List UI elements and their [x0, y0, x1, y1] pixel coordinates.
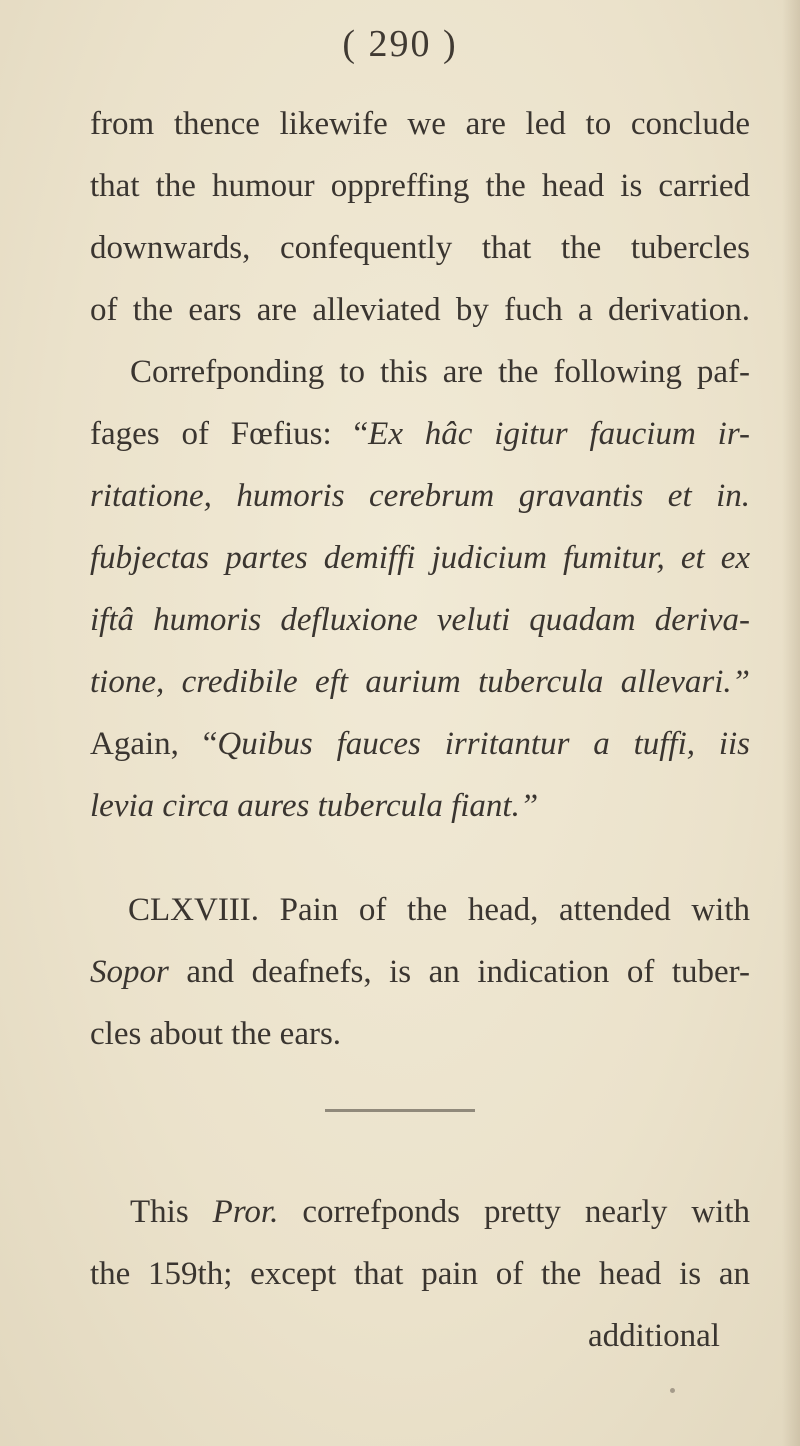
- text-line-11: [90, 724, 750, 764]
- text-segment: Again, “: [90, 726, 218, 762]
- text-line-6: [90, 414, 750, 454]
- text-line-8: fubjectas partes demiffi judicium fumitur, et ex: [90, 540, 750, 576]
- text-line-15: cles about the ears.: [90, 1016, 342, 1052]
- paper-speck: [670, 1388, 675, 1393]
- text-line-3: downwards, confequently that the tubercles: [90, 230, 750, 266]
- text-segment: This: [130, 1194, 189, 1230]
- italic-term: Sopor: [90, 954, 169, 990]
- latin-quote: Quibus fauces irritantur a tuffi, iis: [217, 726, 751, 762]
- text-line-7: ritatione, humoris cerebrum gravantis et in.: [90, 478, 750, 514]
- page-number: ( 290 ): [342, 23, 458, 65]
- text-line-14: [90, 952, 750, 992]
- text-line-10: tione, credibile eft aurium tubercula allevari.”: [90, 664, 750, 700]
- text-line-17: the 159th; except that pain of the head is an: [90, 1256, 750, 1292]
- text-segment: and deafnefs, is an indication of tuber-: [186, 954, 750, 990]
- text-line-5: Correfponding to this are the following paf-: [130, 354, 750, 390]
- text-line-16: [130, 1192, 750, 1232]
- catchword: additional: [588, 1318, 720, 1354]
- text-segment: correfponds pretty nearly with: [302, 1194, 751, 1230]
- section-number: CLXVIII.: [128, 892, 260, 928]
- text-segment: Pain of the head, attended with: [279, 892, 750, 928]
- text-line-1: from thence likewife we are led to conclude: [90, 106, 750, 142]
- text-line-12: levia circa aures tubercula fiant.”: [90, 788, 539, 824]
- latin-quote: Ex hâc igitur faucium ir-: [368, 416, 750, 452]
- section-divider: [325, 1109, 475, 1112]
- page-edge-shadow: [782, 0, 800, 1446]
- text-line-4: of the ears are alleviated by fuch a derivation.: [90, 292, 750, 328]
- text-segment: fages of Fœfius: “: [90, 416, 369, 452]
- text-line-9: iftâ humoris defluxione veluti quadam deriva-: [90, 602, 750, 638]
- italic-term: Pror.: [212, 1194, 279, 1230]
- text-line-2: that the humour oppreffing the head is carried: [90, 168, 750, 204]
- section-heading-line: [128, 890, 750, 930]
